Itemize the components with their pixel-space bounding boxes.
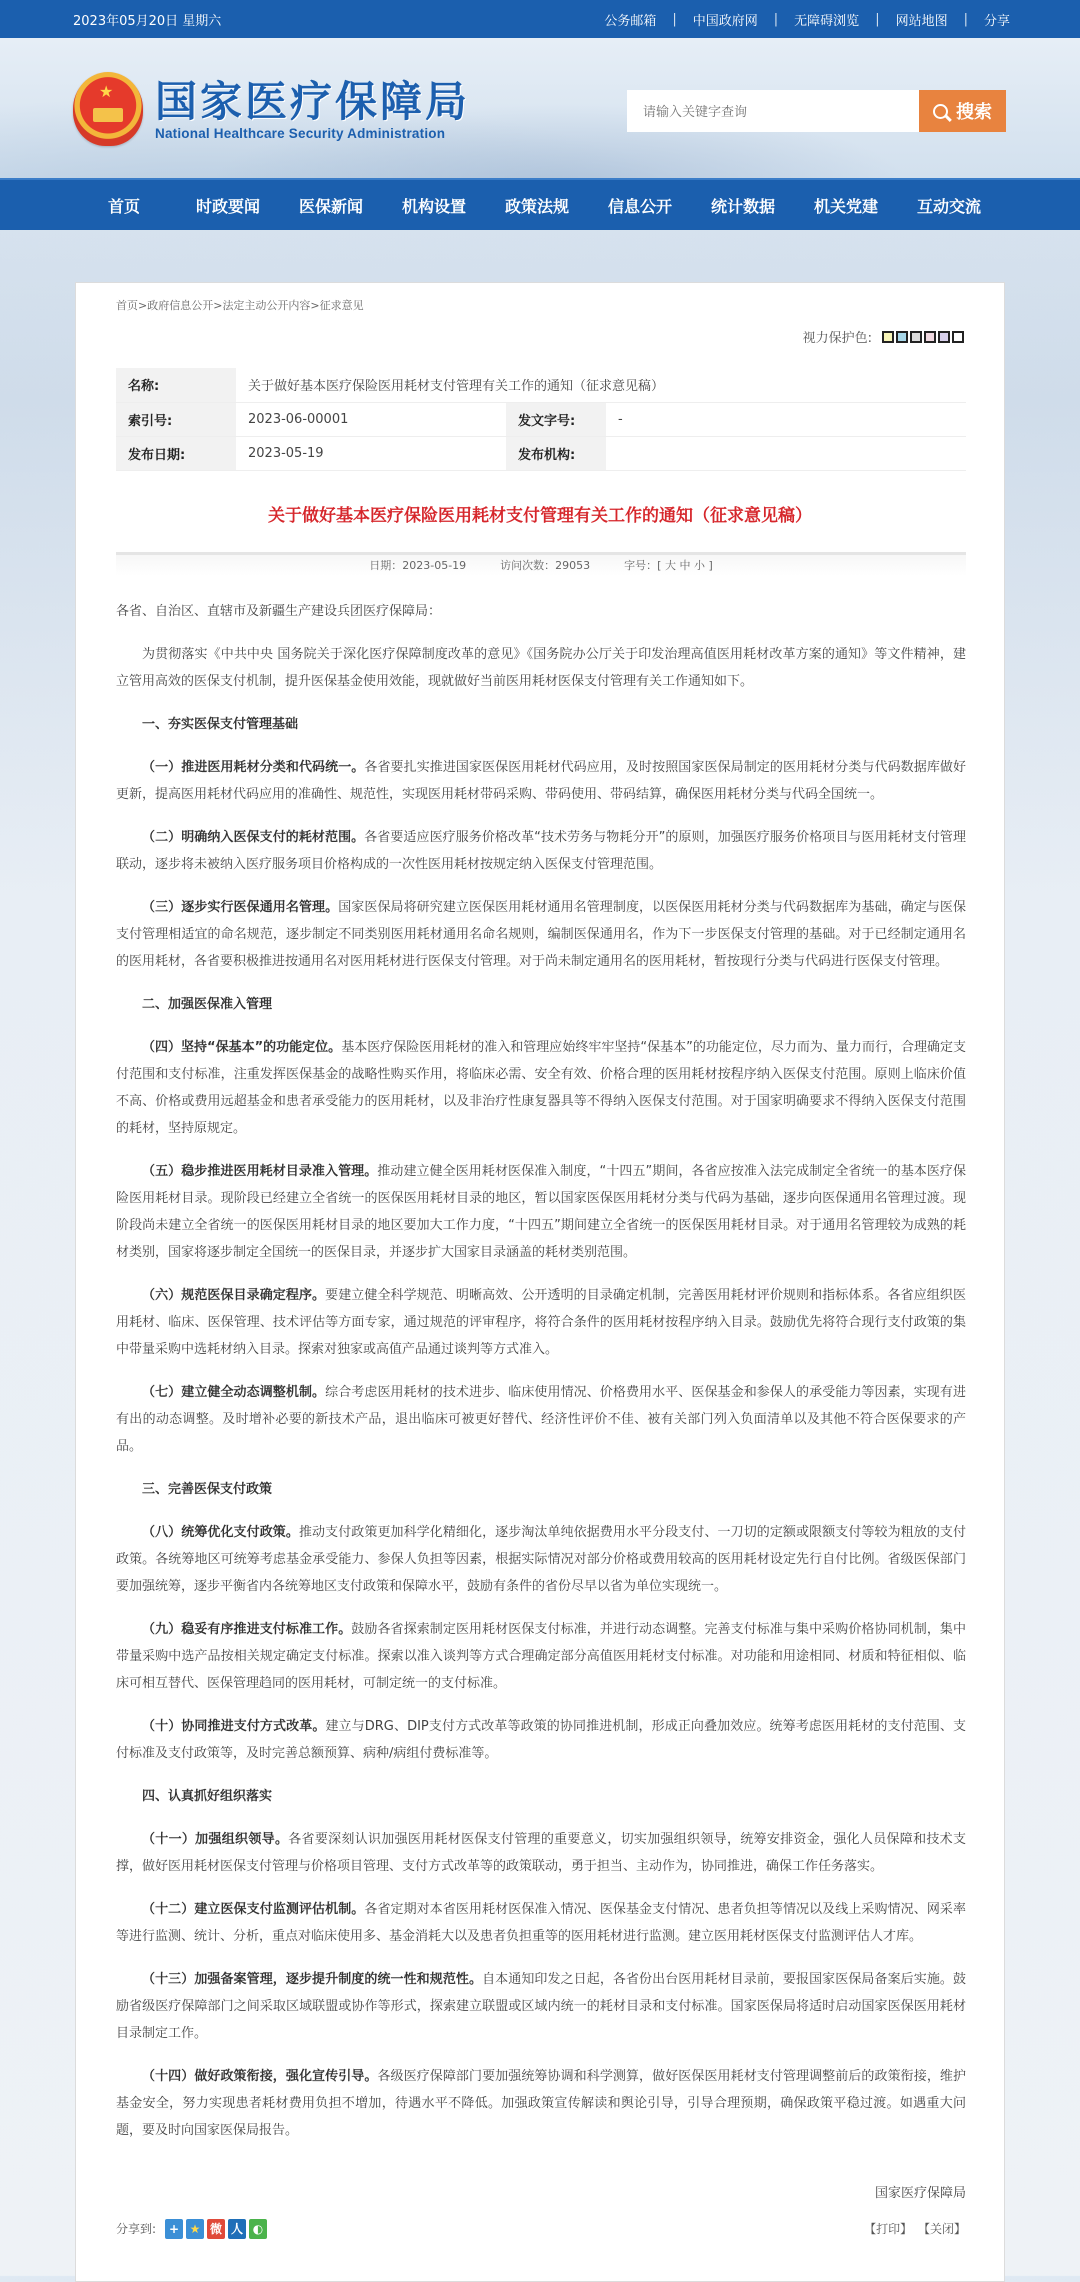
clause-paragraph xyxy=(116,1896,966,1950)
national-emblem-icon xyxy=(73,72,143,146)
color-swatch-gray[interactable] xyxy=(910,331,922,343)
font-size-label: 字号：[ xyxy=(624,559,662,572)
logo-text xyxy=(155,78,470,141)
clause-lead: （三）逐步实行医保通用名管理。 xyxy=(142,899,339,915)
font-size-bracket: ] xyxy=(708,559,713,572)
meta-docno-label: 发文字号: xyxy=(506,402,606,436)
clause-paragraph xyxy=(116,824,966,878)
salutation: 各省、自治区、直辖市及新疆生产建设兵团医疗保障局： xyxy=(116,603,442,619)
meta-docno-value: - xyxy=(606,402,966,436)
eye-protection-colors xyxy=(116,327,964,346)
color-swatch-purple[interactable] xyxy=(938,331,950,343)
nav-current-affairs[interactable]: 时政要闻 xyxy=(196,196,261,216)
meta-row-date xyxy=(116,436,966,470)
article-body xyxy=(116,598,966,2144)
clause-paragraph xyxy=(116,1379,966,1460)
clause-paragraph xyxy=(116,1713,966,1767)
font-size-large[interactable]: 大 xyxy=(664,559,676,572)
clause-text: 要建立健全科学规范、明晰高效、公开透明的目录确定机制，完善医用耗材评价规则和指标体系。各省应组织医用耗材、临床、医保管理、技术评估等方面专家，通过规范的评审程序，将符合条件的医用耗材按程序纳入目录。鼓励优先将符合现行支付政策的集中带量采购中选耗材纳入目录。探索对独家或高值产品通过谈判等方式准入。 xyxy=(116,1287,966,1357)
clause-paragraph xyxy=(116,2063,966,2144)
search-icon xyxy=(933,104,948,119)
clause-lead: （十）协同推进支付方式改革。 xyxy=(142,1718,326,1734)
clause-text: 国家医保局将研究建立医保医用耗材通用名管理制度，以医保医用耗材分类与代码数据库为基础，确定与医保支付管理相适宜的命名规范，逐步制定不同类别医用耗材通用名命名规则，编制医保通用名，作为下一步医保支付管理的基础。对于已经制定通用名的医用耗材，各省要积极推进按通用名对医用耗材进行医保支付管理。对于尚未制定通用名的医用耗材，暂按现行分类与代码进行医保支付管理。 xyxy=(116,899,966,969)
clause-text: 鼓励各省探索制定医用耗材医保支付标准，并进行动态调整。完善支付标准与集中采购价格协同机制，集中带量采购中选产品按相关规定确定支付标准。探索以准入谈判等方式合理确定部分高值医用耗材支付标准。对功能和用途相同、材质和特征相似、临床可相互替代、医保管理趋同的医用耗材，可制定统一的支付标准。 xyxy=(116,1621,966,1691)
clause-text: 各省要扎实推进国家医保医用耗材代码应用，及时按照国家医保局制定的医用耗材分类与代码数据库做好更新，提高医用耗材代码应用的准确性、规范性，实现医用耗材带码采购、带码使用、带码结算，确保医用耗材分类与代码全国统一。 xyxy=(116,759,966,802)
divider: | xyxy=(672,11,677,27)
article-panel xyxy=(75,282,1005,2282)
meta-row-name xyxy=(116,368,966,402)
nav-party-building[interactable]: 机关党建 xyxy=(814,196,879,216)
breadcrumb-gov-info[interactable]: 政府信息公开> xyxy=(147,299,223,312)
section-heading: 一、夯实医保支付管理基础 xyxy=(142,716,299,732)
meta-row-index xyxy=(116,402,966,436)
clause-paragraph xyxy=(116,1158,966,1266)
visit-count: 访问次数：29053 xyxy=(500,559,591,572)
font-size-control xyxy=(624,557,713,573)
color-swatch-yellow[interactable] xyxy=(882,331,894,343)
clause-text: 推动建立健全医用耗材医保准入制度，“十四五”期间，各省应按准入法完成制定全省统一的基本医疗保险医用耗材目录。现阶段已经建立全省统一的医保医用耗材目录的地区，暂以国家医保医用耗材分类与代码为基础，逐步向医保通用名管理过渡。现阶段尚未建立全省统一的医保医用耗材目录的地区要加大工作力度，“十四五”期间建立全省统一的医保医用耗材目录。对于通用名管理较为成熟的耗材类别，国家将逐步制定全国统一的医保目录，并逐步扩大国家目录涵盖的耗材类别范围。 xyxy=(116,1163,966,1260)
article-footer xyxy=(116,2219,966,2239)
clause-text: 各省要深刻认识加强医用耗材医保支付管理的重要意义，切实加强组织领导，统筹安排资金，强化人员保障和技术支撑，做好医用耗材医保支付管理与价格项目管理、支付方式改革等的政策联动，勇于担当、主动作为，协同推进，确保工作任务落实。 xyxy=(116,1831,966,1874)
top-utility-bar xyxy=(0,0,1080,38)
nav-organization[interactable]: 机构设置 xyxy=(402,196,467,216)
share-label: 分享到: xyxy=(116,2222,157,2236)
clause-lead: （二）明确纳入医保支付的耗材范围。 xyxy=(142,829,365,845)
utility-links xyxy=(604,10,1010,29)
site-header xyxy=(0,38,1080,178)
clause-paragraph xyxy=(116,1826,966,1880)
breadcrumb-consultation[interactable]: 征求意见 xyxy=(319,299,364,312)
clause-lead: （八）统筹优化支付政策。 xyxy=(142,1524,299,1540)
meta-org-value xyxy=(606,436,966,470)
issuing-authority: 国家医疗保障局 xyxy=(874,2185,966,2201)
wechat-icon[interactable]: ◐ xyxy=(249,2219,267,2239)
document-metadata-table xyxy=(116,368,966,471)
search-button-label: 搜索 xyxy=(956,102,992,122)
nav-statistics[interactable]: 统计数据 xyxy=(711,196,776,216)
site-logo[interactable] xyxy=(73,72,470,146)
nav-policies[interactable]: 政策法规 xyxy=(505,196,570,216)
clause-lead: （十三）加强备案管理，逐步提升制度的统一性和规范性。 xyxy=(142,1971,483,1987)
breadcrumb xyxy=(116,297,964,313)
logo-english-name: National Healthcare Security Administration xyxy=(155,125,446,141)
nav-info-disclosure[interactable]: 信息公开 xyxy=(608,196,673,216)
eye-protection-label: 视力保护色: xyxy=(802,331,872,346)
color-swatch-white[interactable] xyxy=(952,331,964,343)
clause-text: 综合考虑医用耗材的技术进步、临床使用情况、价格费用水平、医保基金和参保人的承受能力等因素，实现有进有出的动态调整。及时增补必要的新技术产品，退出临床可被更好替代、经济性评价不佳、被有关部门列入负面清单以及其他不符合医保要求的产品。 xyxy=(116,1384,966,1454)
clause-text: 各省要适应医疗服务价格改革“技术劳务与物耗分开”的原则，加强医疗服务价格项目与医用耗材支付管理联动，逐步将未被纳入医疗服务项目价格构成的一次性医用耗材按规定纳入医保支付管理范围。 xyxy=(116,829,966,872)
clause-text: 各级医疗保障部门要加强统筹协调和科学测算，做好医保医用耗材支付管理调整前后的政策衔接，维护基金安全，努力实现患者耗材费用负担不增加，待遇水平不降低。加强政策宣传解读和舆论引导，引导合理预期，确保政策平稳过渡。如遇重大问题，要及时向国家医保局报告。 xyxy=(116,2068,966,2138)
article-title: 关于做好基本医疗保险医用耗材支付管理有关工作的通知（征求意见稿） xyxy=(268,505,812,526)
link-sitemap[interactable]: 网站地图 xyxy=(895,13,948,29)
link-share[interactable]: 分享 xyxy=(983,13,1010,29)
clause-paragraph xyxy=(116,1282,966,1363)
clause-lead: （九）稳妥有序推进支付标准工作。 xyxy=(142,1621,352,1637)
link-gov-cn[interactable]: 中国政府网 xyxy=(692,13,758,29)
section-heading: 二、加强医保准入管理 xyxy=(142,996,273,1012)
meta-name-value: 关于做好基本医疗保险医用耗材支付管理有关工作的通知（征求意见稿） xyxy=(236,368,966,402)
share-bar xyxy=(116,2219,267,2239)
clause-lead: （七）建立健全动态调整机制。 xyxy=(142,1384,326,1400)
divider: | xyxy=(773,11,779,27)
clause-lead: （十二）建立医保支付监测评估机制。 xyxy=(142,1901,365,1917)
meta-index-label: 索引号: xyxy=(116,402,236,436)
close-button[interactable]: 【关闭】 xyxy=(917,2222,966,2236)
clause-paragraph xyxy=(116,894,966,975)
renren-icon[interactable]: 人 xyxy=(228,2219,246,2239)
nav-interaction[interactable]: 互动交流 xyxy=(917,196,982,216)
current-date: 2023年05月20日 星期六 xyxy=(73,13,222,29)
search-box xyxy=(627,90,1006,132)
color-swatch-blue[interactable] xyxy=(896,331,908,343)
divider: | xyxy=(963,11,968,27)
meta-org-label: 发布机构: xyxy=(506,436,606,470)
clause-lead: （一）推进医用耗材分类和代码统一。 xyxy=(142,759,365,775)
search-button[interactable] xyxy=(919,90,1006,132)
clause-lead: （六）规范医保目录确定程序。 xyxy=(142,1287,326,1303)
clause-lead: （四）坚持“保基本”的功能定位。 xyxy=(142,1039,342,1055)
article-info-bar xyxy=(116,552,966,576)
meta-name-label: 名称: xyxy=(116,368,236,402)
meta-index-value: 2023-06-00001 xyxy=(236,402,506,436)
breadcrumb-home[interactable]: 首页> xyxy=(116,299,148,312)
search-input[interactable] xyxy=(627,90,919,132)
article-date: 日期：2023-05-19 xyxy=(369,559,467,572)
clause-lead: （十一）加强组织领导。 xyxy=(142,1831,289,1847)
star-icon: ★ xyxy=(99,82,114,101)
clause-lead: （五）稳步推进医用耗材目录准入管理。 xyxy=(142,1163,378,1179)
tiananmen-icon xyxy=(93,108,123,122)
font-size-small[interactable]: 小 xyxy=(693,559,705,572)
intro-paragraph: 为贯彻落实《中共中央 国务院关于深化医疗保障制度改革的意见》《国务院办公厅关于印发治理高值医用耗材改革方案的通知》等文件精神，建立管用高效的医保支付机制，提升医保基金使用效能，现就做好当前医用耗材医保支付管理有关工作通知如下。 xyxy=(116,646,966,689)
weibo-icon[interactable]: 微 xyxy=(207,2219,225,2239)
clause-text: 自本通知印发之日起，各省份出台医用耗材目录前，要报国家医保局备案后实施。鼓励省级医疗保障部门之间采取区域联盟或协作等形式，探索建立联盟或区域内统一的耗材目录和支付标准。国家医保局将适时启动国家医保医用耗材目录制定工作。 xyxy=(116,1971,966,2041)
more-share-icon[interactable]: + xyxy=(165,2219,183,2239)
clause-paragraph xyxy=(116,754,966,808)
meta-date-label: 发布日期: xyxy=(116,436,236,470)
article-actions xyxy=(862,2220,966,2237)
print-button[interactable]: 【打印】 xyxy=(864,2222,913,2236)
clause-paragraph xyxy=(116,1966,966,2047)
link-official-mail[interactable]: 公务邮箱 xyxy=(604,13,657,29)
nav-healthcare-news[interactable]: 医保新闻 xyxy=(299,196,364,216)
clause-text: 推动支付政策更加科学化精细化，逐步淘汰单纯依据费用水平分段支付、一刀切的定额或限额支付等较为粗放的支付政策。各统筹地区可统筹考虑基金承受能力、参保人负担等因素，根据实际情况对部分价格或费用较高的医用耗材设定先行自付比例。省级医保部门要加强统筹，逐步平衡省内各统筹地区支付政策和保障水平，鼓励有条件的省份尽早以省为单位实现统一。 xyxy=(116,1524,966,1594)
main-nav xyxy=(0,178,1080,230)
clause-paragraph xyxy=(116,1034,966,1142)
nav-home[interactable]: 首页 xyxy=(108,196,141,216)
section-heading: 四、认真抓好组织落实 xyxy=(142,1788,273,1804)
breadcrumb-statutory[interactable]: 法定主动公开内容> xyxy=(222,299,320,312)
link-accessibility[interactable]: 无障碍浏览 xyxy=(794,13,860,29)
section-heading: 三、完善医保支付政策 xyxy=(142,1481,273,1497)
clause-paragraph xyxy=(116,1519,966,1600)
divider: | xyxy=(875,11,880,27)
clause-lead: （十四）做好政策衔接，强化宣传引导。 xyxy=(142,2068,378,2084)
clause-text: 建立与DRG、DIP支付方式改革等政策的协同推进机制，形成正向叠加效应。统筹考虑医用耗材的支付范围、支付标准及支付政策等，及时完善总额预算、病种/病组付费标准等。 xyxy=(116,1718,966,1761)
clause-text: 各省定期对本省医用耗材医保准入情况、医保基金支付情况、患者负担等情况以及线上采购情况、网采率等进行监测、统计、分析，重点对临床使用多、基金消耗大以及患者负担重等的医用耗材进行监测。建立医用耗材医保支付监测评估人才库。 xyxy=(116,1901,966,1944)
qzone-icon[interactable]: ★ xyxy=(186,2219,204,2239)
logo-chinese-name: 国家医疗保障局 xyxy=(155,76,471,126)
font-size-medium[interactable]: 中 xyxy=(679,559,691,572)
meta-date-value: 2023-05-19 xyxy=(236,436,506,470)
clause-paragraph xyxy=(116,1616,966,1697)
clause-text: 基本医疗保险医用耗材的准入和管理应始终牢牢坚持“保基本”的功能定位，尽力而为、量力而行，合理确定支付范围和支付标准，注重发挥医保基金的战略性购买作用，将临床必需、安全有效、价格合理的医用耗材按程序纳入医保支付范围。原则上临床价值不高、价格或费用远超基金和患者承受能力的医用耗材，以及非治疗性康复器具等不得纳入医保支付范围。对于国家明确要求不得纳入医保支付范围的耗材，坚持原规定。 xyxy=(116,1039,966,1136)
color-swatch-pink[interactable] xyxy=(924,331,936,343)
